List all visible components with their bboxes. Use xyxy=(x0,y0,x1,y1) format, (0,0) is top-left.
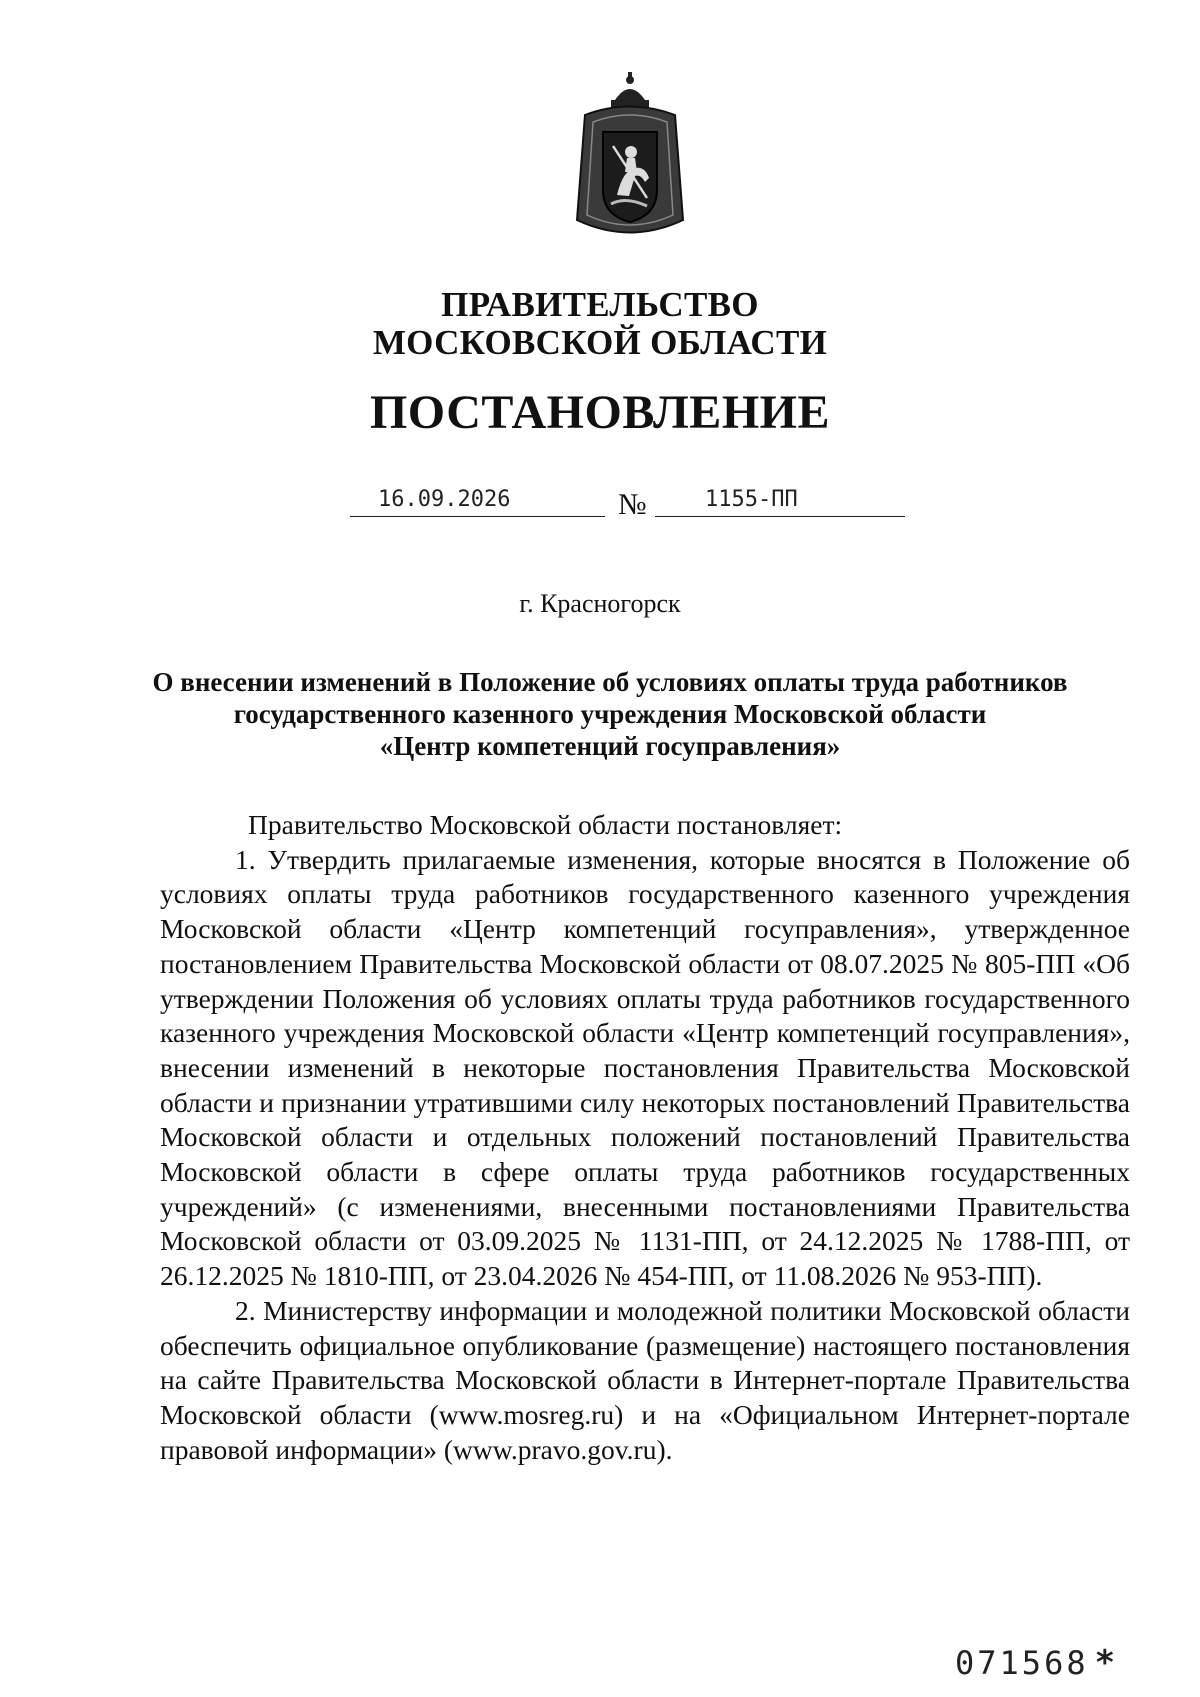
serial-number: 071568 xyxy=(955,1644,1089,1682)
document-subject xyxy=(150,666,1070,762)
document-date: 16.09.2026 xyxy=(378,487,511,512)
body-intro: Правительство Московской области постановляет: xyxy=(248,809,843,840)
government-title-line1: ПРАВИТЕЛЬСТВО xyxy=(441,285,759,324)
date-underline xyxy=(350,516,605,517)
number-sign: № xyxy=(618,488,647,521)
city-name: г. Красногорск xyxy=(519,589,681,618)
document-number: 1155-ПП xyxy=(705,487,798,512)
subject-line3: «Центр компетенций госуправления» xyxy=(379,731,841,761)
body-item-1: 1. Утвердить прилагаемые изменения, которые вносятся в Положение об условиях оплаты труда работников государственного казенного учреждения Московской области «Центр компетенций госуправления», утвержденное постановлением Правительства Московской области от 08.07.2025 № 805-ПП «Об утверждении Положения об условиях оплаты труда работников государственного казенного учреждения Московской области «Центр компетенций госуправления», внесении изменений в некоторые постановления Правительства Московской области и признании утратившими силу некоторых постановлений Правительства Московской области и отдельных положений постановлений Правительства Московской области в сфере оплаты труда работников государственных учреждений» (с изменениями, внесенными постановлениями Правительства Московской области от 03.09.2025 № 1131-ПП, от 24.12.2025 № 1788-ПП, от 26.12.2025 № 1810-ПП, от 23.04.2026 № 454-ПП, от 11.08.2026 № 953-ПП). xyxy=(160,843,1130,1292)
asterisk-mark: * xyxy=(1094,1643,1116,1683)
registration-row xyxy=(0,478,1200,528)
government-title-line2: МОСКОВСКОЙ ОБЛАСТИ xyxy=(372,323,828,362)
body-item-2: 2. Министерству информации и молодежной политики Московской области обеспечить официальное опубликование (размещение) настоящего постановления на сайте Правительства Московской области в Интернет-портале Правительства Московской области (www.mosreg.ru) и на «Официальном Интернет-портале правовой информации» (www.pravo.gov.ru). xyxy=(160,1294,1130,1465)
moscow-oblast-coat-of-arms-icon xyxy=(565,70,695,250)
serial-stamp xyxy=(955,1645,1115,1681)
document-body xyxy=(160,808,1130,1467)
number-underline xyxy=(655,516,905,517)
document-type-title: ПОСТАНОВЛЕНИЕ xyxy=(369,386,831,439)
subject-line2: государственного казенного учреждения Московской области xyxy=(233,699,987,729)
subject-line1: О внесении изменений в Положение об условиях оплаты труда работников xyxy=(152,667,1068,697)
